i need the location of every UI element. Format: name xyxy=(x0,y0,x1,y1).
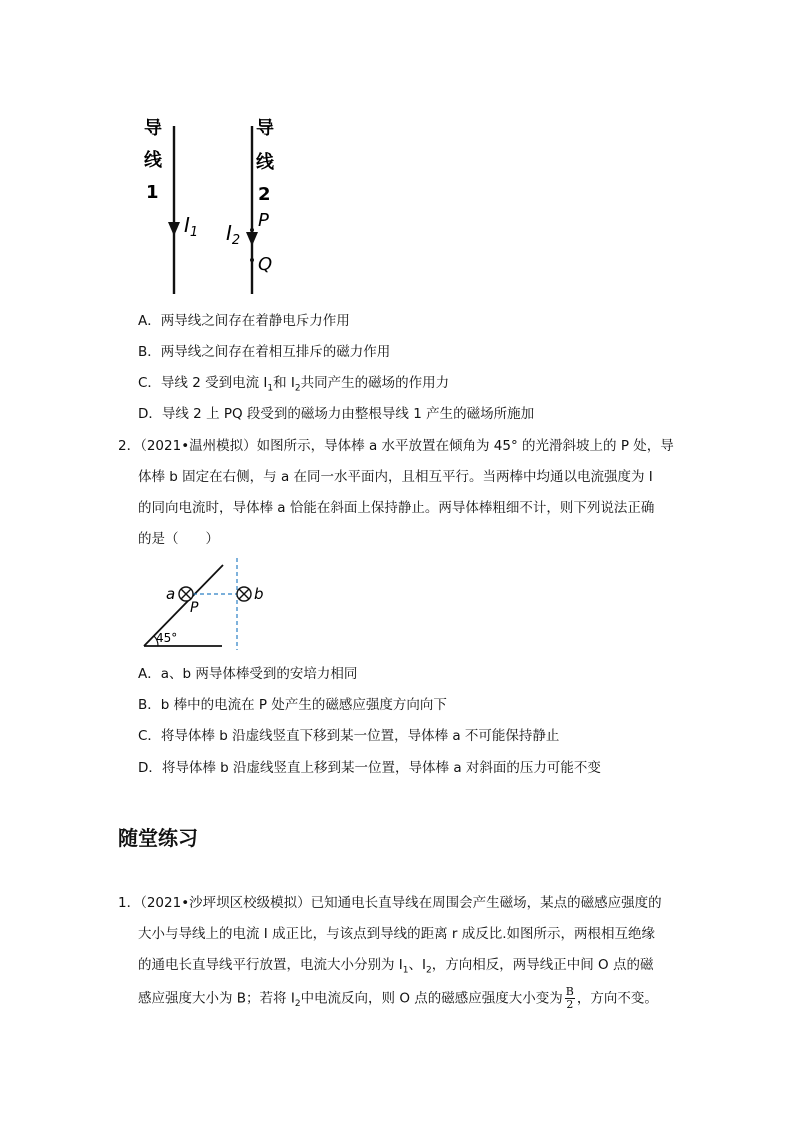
wire-2-label-1: 导 xyxy=(256,118,274,139)
q2-option-c: C．将导体棒 b 沿虚线竖直下移到某一位置，导体棒 a 不可能保持静止 xyxy=(138,728,560,744)
wire-2-label-3: 2 xyxy=(258,184,271,205)
wire-2-label-2: 线 xyxy=(256,152,274,173)
rod-b-current-into-page xyxy=(237,587,251,601)
rod-a-label: a xyxy=(166,585,176,603)
p1-line-1: 1．（2021•沙坪坝区校级模拟）已知通电长直导线在周围会产生磁场，某点的磁感应强度的 xyxy=(118,895,662,911)
wire-1-label-1: 导 xyxy=(144,118,162,139)
rod-b-label: b xyxy=(254,585,264,603)
point-p-label: P xyxy=(258,210,269,231)
p1-line-3: 的通电长直导线平行放置，电流大小分别为 $I_1$、$I_2$，方向相反，两导线正中间 O 点的磁 xyxy=(138,957,654,976)
q2-option-d: D．将导体棒 b 沿虚线竖直上移到某一位置，导体棒 a 对斜面的压力可能不变 xyxy=(138,760,601,776)
prev-option-d: D．导线 2 上 PQ 段受到的磁场力由整根导线 1 产生的磁场所施加 xyxy=(138,406,535,422)
current-2-arrow xyxy=(246,232,258,246)
q2-stem-line-3: 的同向电流时，导体棒 a 恰能在斜面上保持静止。两导体棒粗细不计，则下列说法正确 xyxy=(138,500,655,516)
current-1-arrow xyxy=(168,222,180,236)
rod-a-current-into-page xyxy=(179,587,193,601)
q2-option-a: A．a、b 两导体棒受到的安培力相同 xyxy=(138,666,358,682)
point-q-label: Q xyxy=(258,254,273,275)
p1-line-4: 感应强度大小为 B；若将 $I_2$中电流反向，则 O 点的磁感应强度大小变为 $\frac{B}{2}$ ，方向不变。 xyxy=(138,985,658,1011)
fraction-b-over-2: $\frac{B}{2}$ xyxy=(565,985,574,1011)
p1-line-2: 大小与导线上的电流 I 成正比，与该点到导线的距离 r 成反比.如图所示，两根相互绝缘 xyxy=(138,926,655,942)
two-wires-figure xyxy=(130,104,300,300)
q2-stem-line-4: 的是（ ） xyxy=(138,531,219,547)
wire-1-label-2: 线 xyxy=(144,150,162,171)
angle-label: 45° xyxy=(156,631,178,645)
q2-stem-line-1: 2．（2021•温州模拟）如图所示，导体棒 a 水平放置在倾角为 45° 的光滑斜坡上的 P 处，导 xyxy=(118,438,674,454)
incline-figure xyxy=(134,556,274,656)
section-title: 随堂练习 xyxy=(118,826,198,850)
current-1-label: $I_1$ xyxy=(184,213,199,240)
q2-stem-line-2: 体棒 b 固定在右侧，与 a 在同一水平面内，且相互平行。当两棒中均通以电流强度为 I xyxy=(138,469,653,485)
prev-option-a: A．两导线之间存在着静电斥力作用 xyxy=(138,313,350,329)
q2-option-b: B．b 棒中的电流在 P 处产生的磁感应强度方向向下 xyxy=(138,697,447,713)
point-p-dot xyxy=(250,228,254,232)
prev-option-b: B．两导线之间存在着相互排斥的磁力作用 xyxy=(138,344,391,360)
current-2-label: $I_2$ xyxy=(226,221,241,248)
point-q-dot xyxy=(250,258,254,262)
wire-1-label-3: 1 xyxy=(146,182,159,203)
prev-option-c: C．导线 2 受到电流 $I_1$和 $I_2$共同产生的磁场的作用力 xyxy=(138,375,450,394)
point-p-label-fig2: P xyxy=(190,600,199,616)
